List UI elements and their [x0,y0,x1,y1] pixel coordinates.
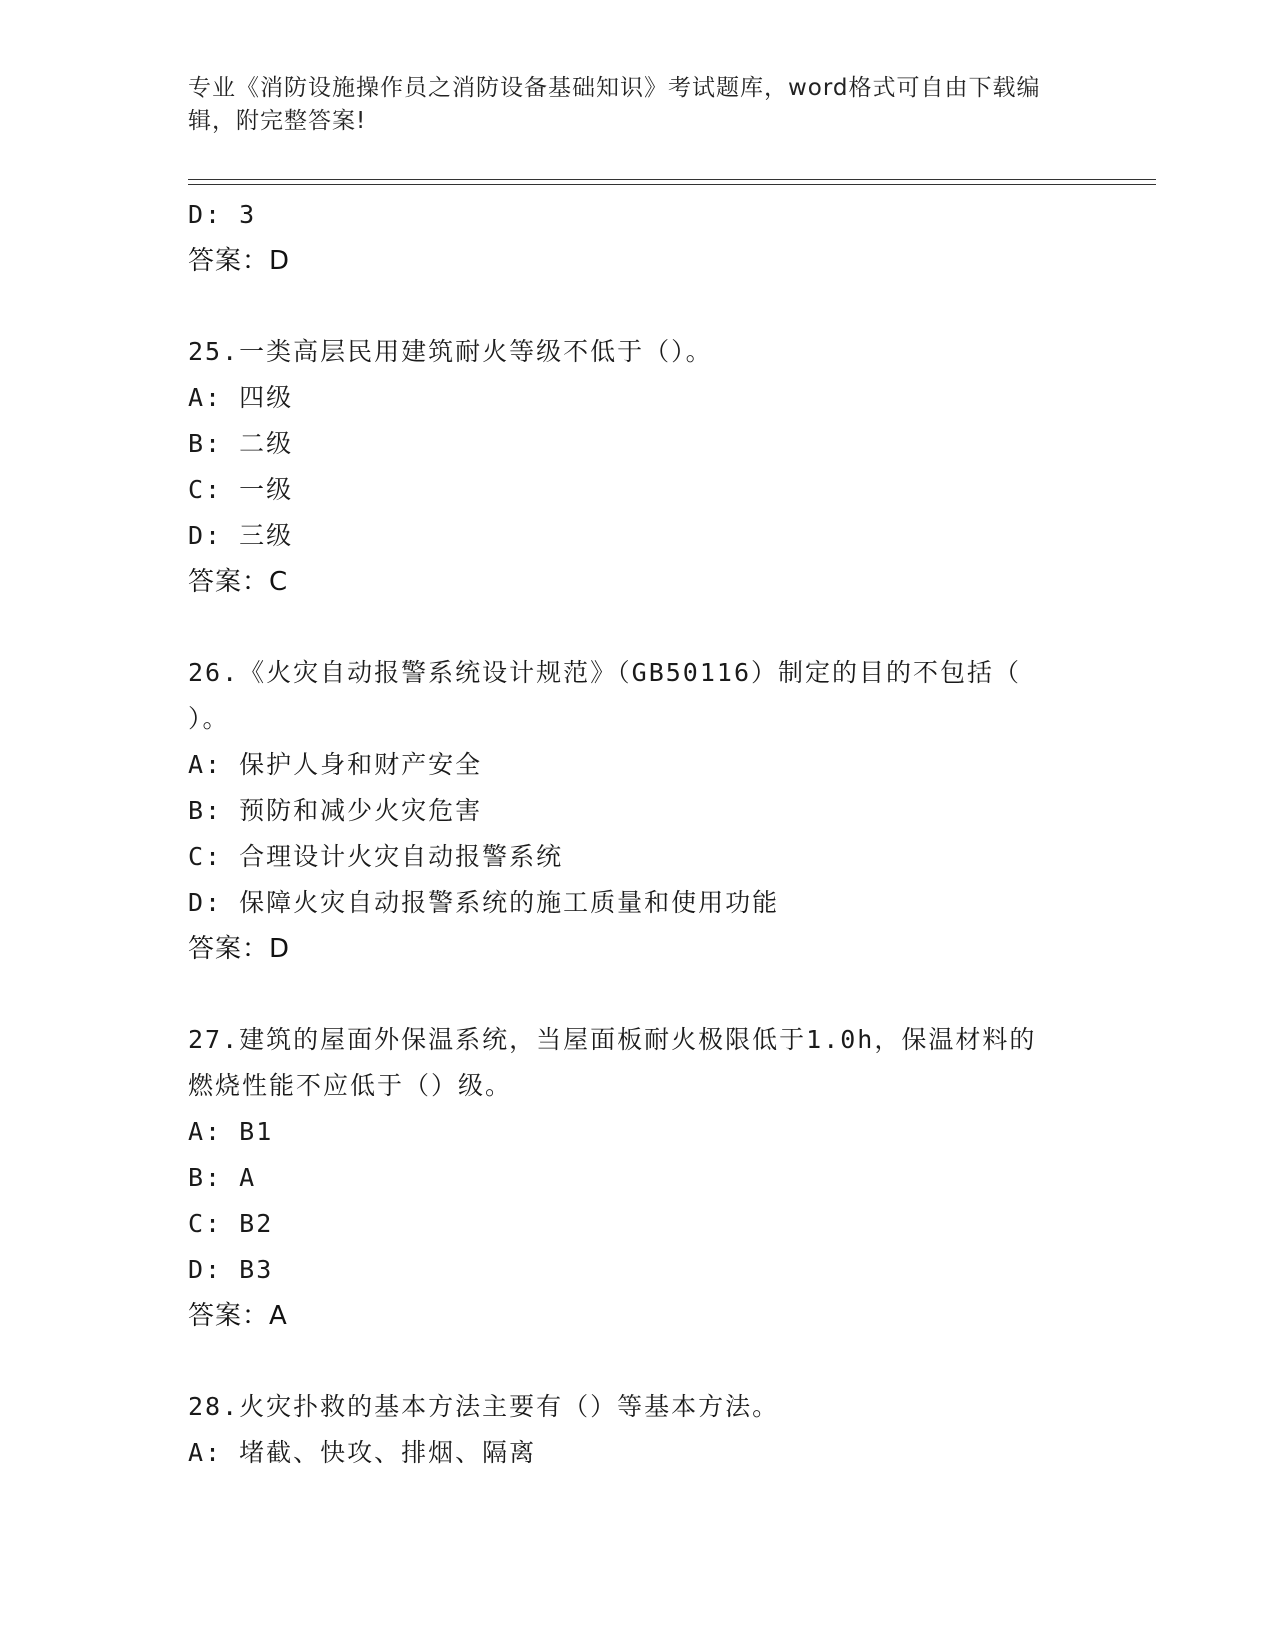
option-b: B: 预防和减少火灾危害 [188,796,483,825]
answer-line: 答案：A [188,1301,288,1331]
question-stem: 28.火灾扑救的基本方法主要有（）等基本方法。 [188,1392,780,1421]
question-stem: 25.一类高层民用建筑耐火等级不低于（）。 [188,337,713,366]
option-a: A: 保护人身和财产安全 [188,750,483,779]
option-c: C: 合理设计火灾自动报警系统 [188,842,564,871]
answer-line: 答案：D [188,934,291,964]
question-stem-continued: 燃烧性能不应低于（）级。 [188,1071,513,1100]
question-stem: 27.建筑的屋面外保温系统，当屋面板耐火极限低于1.0h，保温材料的 [188,1025,1037,1054]
option-c: C: 一级 [188,475,294,504]
option-d: D: 保障火灾自动报警系统的施工质量和使用功能 [188,888,780,917]
option-a: A: B1 [188,1117,274,1146]
option-d: D: 三级 [188,521,294,550]
question-stem: 26.《火灾自动报警系统设计规范》（GB50116）制定的目的不包括（ [188,658,1022,687]
question-28 [188,1384,1108,1476]
question-26 [188,650,1108,972]
header-divider-bottom [188,184,1156,185]
option-b: B: A [188,1163,257,1192]
question-27 [188,1017,1108,1339]
option-c: C: B2 [188,1209,274,1238]
question-25 [188,329,1108,605]
answer-line: 答案：C [188,567,289,597]
option-b: B: 二级 [188,429,294,458]
answer-line: 答案：D [188,246,291,276]
question-stem-continued: ）。 [188,704,230,733]
option-d: D: 3 [188,200,257,229]
option-a: A: 堵截、快攻、排烟、隔离 [188,1438,537,1467]
previous-question-tail [188,192,1108,284]
question-list [188,192,1108,1476]
page-header: 专业《消防设施操作员之消防设备基础知识》考试题库，word格式可自由下载编辑，附完整答案! [188,75,1041,134]
header-divider-top [188,179,1156,180]
option-d: D: B3 [188,1255,274,1284]
option-a: A: 四级 [188,383,294,412]
